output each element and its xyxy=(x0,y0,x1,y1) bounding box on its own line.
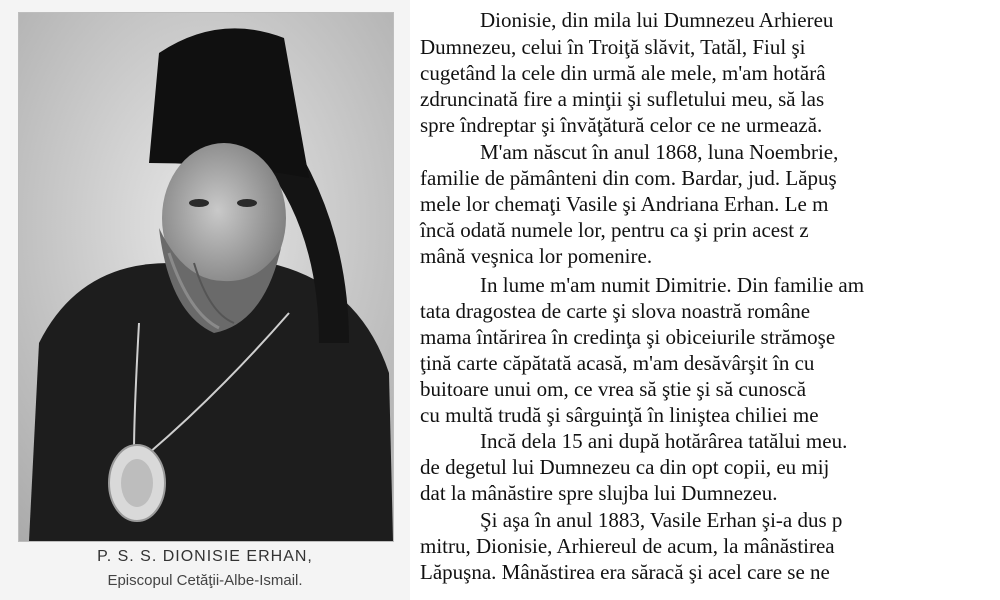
text-line: mele lor chemaţi Vasile şi Andriana Erhan. Le m xyxy=(420,192,829,216)
text-line: de degetul lui Dumnezeu ca din opt copii, eu mij xyxy=(420,455,830,479)
portrait-caption-title: P. S. S. DIONISIE ERHAN, xyxy=(97,548,313,565)
text-line: cu multă trudă şi sârguinţă în liniştea chiliei me xyxy=(420,403,819,427)
text-line: In lume m'am numit Dimitrie. Din familie am xyxy=(480,273,865,297)
text-line: Şi aşa în anul 1883, Vasile Erhan şi-a dus p xyxy=(480,508,843,532)
text-line: ţină carte căpătată acasă, m'am desăvârşit în cu xyxy=(420,351,815,375)
text-line: încă odată numele lor, pentru ca şi prin acest z xyxy=(420,218,809,242)
text-line: familie de pământeni din com. Bardar, jud. Lăpuş xyxy=(420,166,837,190)
text-line: tata dragostea de carte şi slova noastră române xyxy=(420,299,811,323)
text-line: Dionisie, din mila lui Dumnezeu Arhiereu xyxy=(480,8,834,32)
text-line: dat la mânăstire spre slujba lui Dumnezeu. xyxy=(420,481,778,505)
portrait-panel xyxy=(0,0,410,600)
bishop-portrait-photo xyxy=(18,12,394,542)
portrait-caption-subtitle: Episcopul Cetăţii-Albe-Ismail. xyxy=(107,572,303,589)
text-line: Lăpuşna. Mânăstirea era săracă şi acel care se ne xyxy=(420,560,830,584)
text-line: buitoare unui om, ce vrea să ştie şi să cunoscă xyxy=(420,377,807,401)
text-line: spre îndreptar şi învăţătură celor ce ne urmează. xyxy=(420,113,823,137)
text-line: cugetând la cele din urmă ale mele, m'am hotărâ xyxy=(420,61,826,85)
biography-text-panel xyxy=(410,0,1000,600)
text-line: zdruncinată fire a minţii şi sufletului meu, să las xyxy=(420,87,825,111)
text-line: M'am născut în anul 1868, luna Noembrie, xyxy=(480,140,839,164)
text-line: mama întărirea în credinţa şi obiceiurile strămoşe xyxy=(420,325,836,349)
portrait-illustration xyxy=(19,13,393,541)
text-line: mitru, Dionisie, Arhiereul de acum, la mânăstirea xyxy=(420,534,835,558)
text-line: mână veşnica lor pomenire. xyxy=(420,244,653,268)
text-line: Incă dela 15 ani după hotărârea tatălui meu. xyxy=(480,429,848,453)
text-line: Dumnezeu, celui în Troiţă slăvit, Tatăl, Fiul şi xyxy=(420,35,806,59)
